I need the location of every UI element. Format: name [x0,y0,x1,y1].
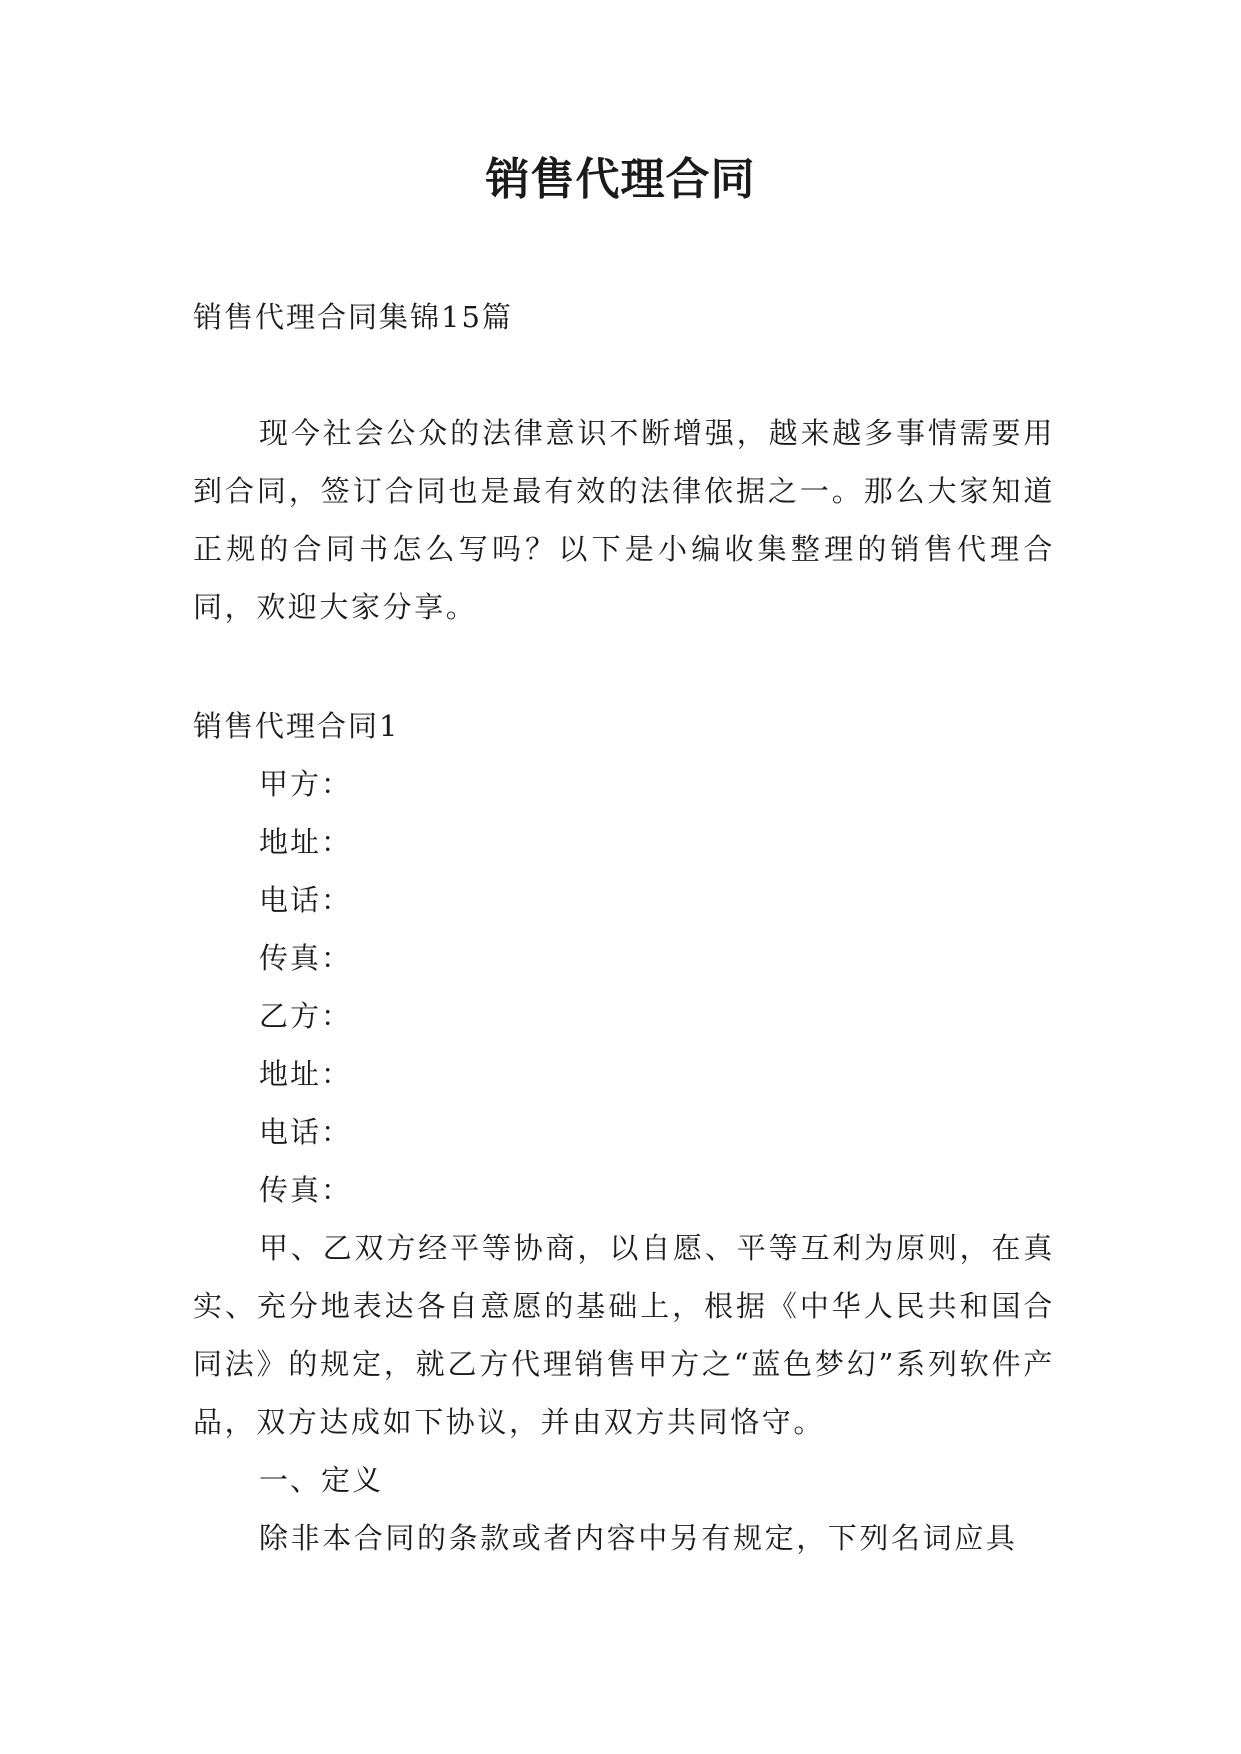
document-subtitle: 销售代理合同集锦15篇 [193,300,513,334]
field-address-a: 地址： [259,825,353,859]
field-party-a: 甲方： [259,767,353,801]
clause-heading: 一、定义 [259,1463,384,1497]
field-phone-b: 电话： [259,1115,353,1149]
field-fax-b: 传真： [259,1173,353,1207]
field-address-b: 地址： [259,1057,353,1091]
field-party-b: 乙方： [259,999,353,1033]
clause-text: 除非本合同的条款或者内容中另有规定，下列名词应具 [259,1521,1018,1555]
preamble-paragraph: 甲、乙双方经平等协商，以自愿、平等互利为原则，在真实、充分地表达各自意愿的基础上，根据《中华人民共和国合同法》的规定，就乙方代理销售甲方之“蓝色梦幻”系列软件产品，双方达成如下协议，并由双方共同恪守。 [193,1231,1055,1439]
section-title: 销售代理合同1 [193,709,400,743]
party-fields [259,755,1055,1219]
intro-paragraph: 现今社会公众的法律意识不断增强，越来越多事情需要用到合同，签订合同也是最有效的法律依据之一。那么大家知道正规的合同书怎么写吗？以下是小编收集整理的销售代理合同，欢迎大家分享。 [193,416,1055,624]
document-title: 销售代理合同 [485,154,756,205]
field-fax-a: 传真： [259,941,353,975]
field-phone-a: 电话： [259,883,353,917]
